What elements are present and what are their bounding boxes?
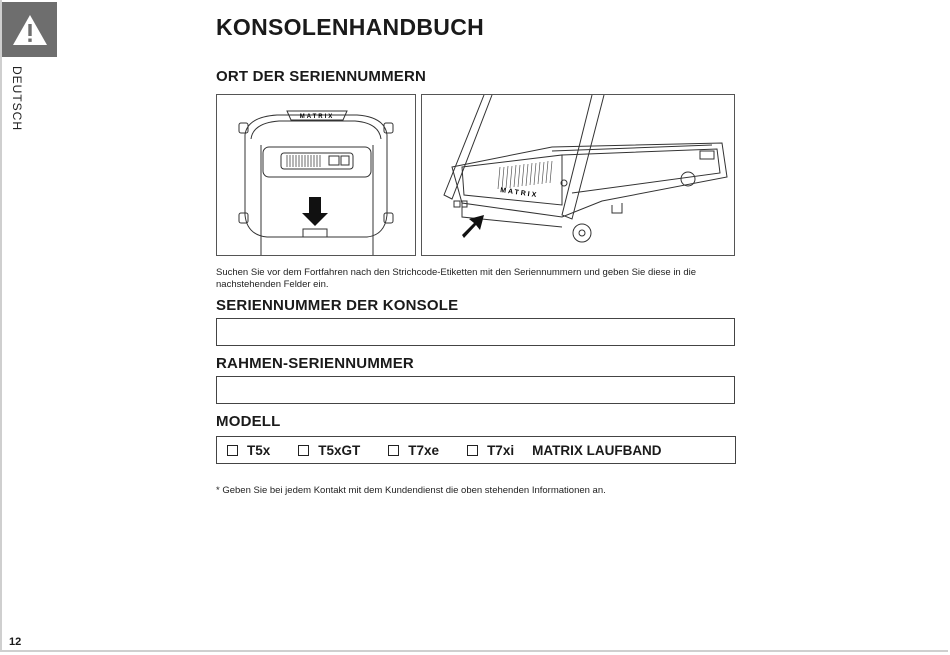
model-option-label: T7xe (408, 442, 440, 458)
model-option-t5xgt[interactable] (298, 443, 360, 458)
model-option-t5x[interactable] (227, 443, 270, 458)
model-option-t7xe[interactable] (388, 443, 439, 458)
console-serial-field[interactable] (216, 318, 735, 346)
serial-location-heading: ORT DER SERIENNUMMERN (216, 68, 427, 85)
console-illustration (216, 94, 416, 256)
treadmill-illustration (421, 94, 735, 256)
footer-note: * Geben Sie bei jedem Kontakt mit dem Kundendienst die oben stehenden Informationen an. (216, 485, 606, 496)
product-label: MATRIX LAUFBAND (532, 442, 662, 458)
checkbox-t7xe[interactable] (388, 445, 399, 456)
frame-serial-field[interactable] (216, 376, 735, 404)
warning-badge (2, 2, 57, 57)
down-arrow-icon (302, 197, 328, 226)
page-number: 12 (9, 636, 22, 648)
language-label: DEUTSCH (10, 66, 24, 132)
instruction-text: Suchen Sie vor dem Fortfahren nach den Strichcode-Etiketten mit den Seriennummern und geben Sie diese in die nachstehenden Felder ein. (216, 267, 697, 290)
warning-triangle-icon (11, 13, 49, 47)
model-option-t7xi[interactable] (467, 443, 514, 458)
pointer-arrow-icon (462, 215, 484, 238)
page-title: KONSOLENHANDBUCH (216, 14, 485, 40)
console-serial-heading: SERIENNUMMER DER KONSOLE (216, 297, 459, 314)
checkbox-t5xgt[interactable] (298, 445, 309, 456)
model-option-label: T5xGT (318, 442, 361, 458)
console-brand-label: MATRIX (299, 114, 335, 120)
model-heading: MODELL (216, 413, 281, 430)
checkbox-t7xi[interactable] (467, 445, 478, 456)
frame-brand-label: MATRIX (499, 187, 539, 200)
frame-serial-heading: RAHMEN-SERIENNUMMER (216, 355, 414, 372)
model-option-label: T7xi (487, 442, 515, 458)
model-options-row (216, 436, 736, 464)
checkbox-t5x[interactable] (227, 445, 238, 456)
model-option-label: T5x (247, 442, 271, 458)
